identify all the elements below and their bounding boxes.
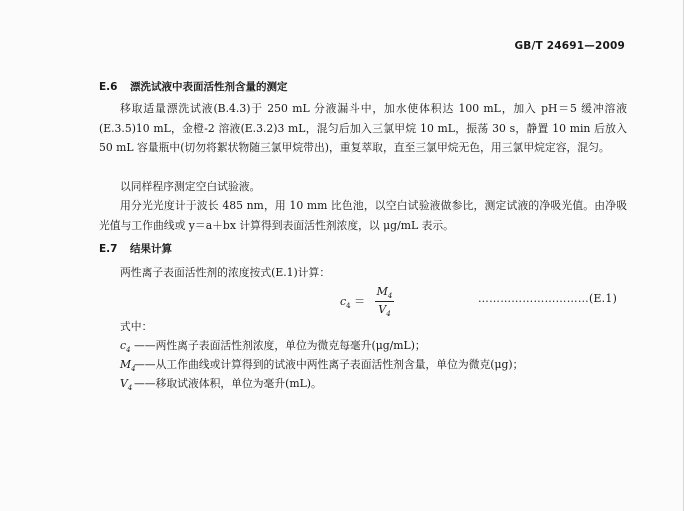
- section-e7-heading: [99, 241, 172, 256]
- definition-symbol: $M_4$: [120, 358, 136, 374]
- section-e6-heading: [99, 79, 288, 94]
- definition-text: ——移取试液体积，单位为毫升(mL)。: [134, 377, 322, 390]
- denominator: $V_4$: [378, 303, 391, 319]
- formula-intro: 两性离子表面活性剂的浓度按式(E.1)计算：: [120, 266, 331, 279]
- paragraph: 移取适量漂洗试液(B.4.3)于 250 mL 分液漏斗中，加水使体积达 100 mL，加入 pH＝5 缓冲溶液(E.3.5)10 mL，金橙-2 溶液(E.3.2)3 mL，混匀后加入三氯甲烷 10 mL，振荡 30 s，静置 10 min 后放入 50 mL 容量瓶中(切勿将絮状物随三氯甲烷带出)，重复萃取，直至三氯甲烷无色，用三氯甲烷定容，混匀。: [99, 102, 627, 154]
- formula-fraction: [375, 285, 395, 318]
- section-number: E.6: [99, 81, 118, 93]
- paragraph: 以同样程序测定空白试验液。: [120, 180, 261, 193]
- section-number: E.7: [99, 243, 118, 255]
- definition-symbol: $V_4$: [120, 377, 133, 393]
- definition-text: ——从工作曲线或计算得到的试液中两性离子表面活性剂含量，单位为微克(μg)；: [134, 358, 524, 371]
- paragraph: 用分光光度计于波长 485 nm，用 10 mm 比色池，以空白试验液做参比，测定试液的净吸光值。由净吸光值与工作曲线或 y＝a＋bx 计算得到表面活性剂浓度，以 μg/mL 表示。: [99, 199, 627, 232]
- section-title: 漂洗试液中表面活性剂含量的测定: [130, 81, 288, 93]
- definition-row: [120, 375, 322, 397]
- numerator: $M_4$: [376, 285, 393, 301]
- definition-text: ——两性离子表面活性剂浓度，单位为微克每毫升(μg/mL)；: [134, 339, 426, 352]
- section-title: 结果计算: [130, 243, 172, 255]
- where-label: 式中：: [120, 320, 153, 333]
- standard-code: GB/T 24691—2009: [514, 40, 625, 52]
- formula-number: …………………………(E.1): [478, 292, 618, 305]
- formula-lhs: $c_4$ ＝: [340, 295, 366, 311]
- definition-symbol: $c_4$: [120, 339, 131, 355]
- formula-e1: [340, 285, 394, 318]
